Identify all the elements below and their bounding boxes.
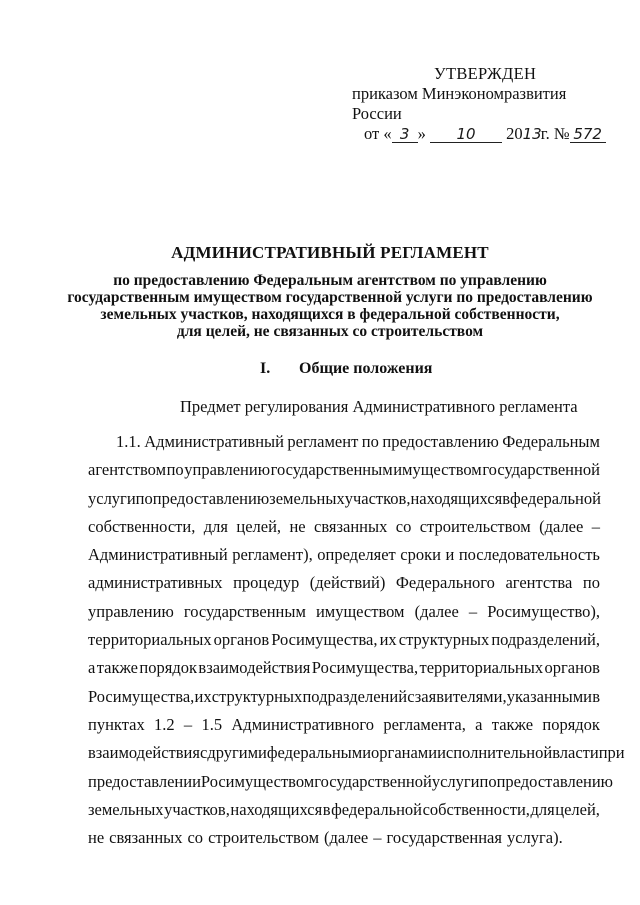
- paragraph-line: [88, 569, 600, 597]
- paragraph-word: Административного: [231, 714, 375, 734]
- paragraph-word: Росимущество),: [487, 601, 600, 621]
- paragraph-word: целей,: [555, 799, 600, 819]
- paragraph-word: государственной: [482, 460, 600, 480]
- paragraph-line: [88, 513, 600, 541]
- paragraph-word: со: [395, 516, 412, 536]
- paragraph-word: услуги: [88, 488, 136, 508]
- paragraph-word: собственности,: [422, 799, 530, 819]
- paragraph-word: земельных: [88, 799, 164, 819]
- paragraph-word: предоставлению: [382, 432, 499, 451]
- paragraph-word: порядок: [139, 658, 197, 678]
- paragraph-word: Росимуществом: [200, 771, 315, 791]
- paragraph-line: [88, 626, 600, 654]
- paragraph-word: с: [199, 743, 208, 763]
- subtitle-line: земельных участков, находящихся в федеральной собственности,: [100, 306, 560, 323]
- paragraph-word: другими: [207, 743, 267, 763]
- paragraph-word: пунктах: [88, 714, 145, 734]
- date-year-handwritten: 13: [522, 125, 542, 143]
- paragraph-word: также: [491, 714, 534, 734]
- paragraph-word: для: [203, 516, 228, 536]
- paragraph-word: Росимущества,: [311, 658, 419, 678]
- paragraph-word: взаимодействия: [88, 743, 200, 763]
- paragraph-word: 1.2: [154, 714, 175, 734]
- paragraph-word: регламент: [287, 432, 359, 451]
- paragraph-word: при: [598, 743, 625, 763]
- paragraph-word: процедур: [233, 573, 300, 593]
- paragraph-word: имуществом: [393, 460, 482, 480]
- paragraph-line: [88, 683, 600, 711]
- section-number: I.: [260, 360, 271, 377]
- document-subtitle: [40, 272, 620, 340]
- paragraph-word: –: [183, 714, 193, 734]
- paragraph-word: агентства: [505, 573, 573, 593]
- paragraph-word: собственности,: [88, 516, 196, 536]
- section-title: Общие положения: [299, 360, 433, 377]
- paragraph-word: Росимущества,: [88, 686, 195, 706]
- approval-block: [330, 64, 620, 144]
- paragraph-word: услуга).: [506, 828, 563, 848]
- order-by-label: приказом Минэкономразвития России: [352, 84, 567, 123]
- document-title: АДМИНИСТРАТИВНЫЙ РЕГЛАМЕНТ: [171, 243, 489, 262]
- paragraph-word: их: [379, 630, 397, 650]
- paragraph-word: строительством: [419, 516, 531, 536]
- paragraph-word: административных: [88, 573, 223, 593]
- paragraph-word: регламента,: [383, 714, 466, 734]
- date-year-tail: г. №: [540, 124, 570, 143]
- paragraph-line: [88, 456, 600, 484]
- paragraph-word: подразделений: [302, 686, 408, 706]
- paragraph-word: структурных: [211, 686, 303, 706]
- paragraph-word: территориальных: [419, 658, 544, 678]
- paragraph-word: порядок: [542, 714, 600, 734]
- paragraph-word: предоставлению: [152, 488, 270, 508]
- approved-label: УТВЕРЖДЕН: [434, 64, 537, 83]
- paragraph-word: федеральной: [331, 799, 423, 819]
- paragraph-word: заявителями,: [414, 686, 507, 706]
- date-day-handwritten: 3: [392, 127, 418, 143]
- paragraph-word: Федерального: [395, 573, 495, 593]
- paragraph-word: предоставлении: [88, 771, 201, 791]
- paragraph-word: территориальных: [88, 630, 212, 650]
- paragraph-word: сроки: [400, 545, 441, 565]
- paragraph-1-1: [88, 428, 625, 852]
- paragraph-word: структурных: [398, 630, 490, 650]
- paragraph-word: федеральными: [266, 743, 372, 763]
- date-year-prefix: 20: [506, 124, 523, 143]
- paragraph-word: со: [187, 828, 204, 848]
- paragraph-word: Административный: [88, 545, 228, 565]
- paragraph-word: Федеральным: [502, 432, 600, 451]
- paragraph-word: целей,: [236, 516, 282, 536]
- paragraph-word: земельных: [269, 488, 345, 508]
- paragraph-word: строительством: [208, 828, 320, 848]
- paragraph-word: предоставлению: [496, 771, 614, 791]
- paragraph-word: находящихся: [410, 488, 503, 508]
- paragraph-word: государственным: [183, 601, 306, 621]
- paragraph-word: –: [468, 601, 478, 621]
- order-date-line: [330, 124, 620, 144]
- paragraph-line: [88, 428, 600, 456]
- paragraph-word: участков,: [164, 799, 230, 819]
- subtitle-line: для целей, не связанных со строительством: [176, 323, 484, 340]
- paragraph-word: в: [502, 488, 511, 508]
- paragraph-word: не: [88, 828, 105, 848]
- subtitle-line: государственным имуществом государственной услуги по предоставлению: [67, 289, 593, 306]
- paragraph-word: по: [135, 488, 153, 508]
- paragraph-word: находящихся: [230, 799, 323, 819]
- date-close-quote: »: [417, 124, 426, 143]
- paragraph-word: (далее: [324, 828, 369, 848]
- paragraph-word: (далее: [539, 516, 584, 536]
- paragraph-word: –: [591, 516, 600, 536]
- paragraph-word: также: [96, 658, 138, 678]
- paragraph-word: по: [582, 573, 600, 593]
- paragraph-word: связанных: [109, 828, 183, 848]
- paragraph-word: управлению: [88, 601, 174, 621]
- date-month-handwritten: 10: [430, 127, 502, 143]
- paragraph-word: последовательность: [458, 545, 600, 565]
- paragraph-word: а: [88, 658, 96, 678]
- paragraph-word: участков,: [344, 488, 411, 508]
- subject-heading: Предмет регулирования Административного регламента: [180, 397, 578, 416]
- subtitle-line: по предоставлению Федеральным агентством по управлению: [113, 272, 547, 289]
- date-prefix: от «: [364, 124, 392, 143]
- paragraph-line: [88, 485, 600, 513]
- paragraph-word: в: [322, 799, 331, 819]
- paragraph-word: определяет: [317, 545, 396, 565]
- paragraph-word: органов: [213, 630, 270, 650]
- paragraph-word: Административный: [144, 432, 284, 451]
- paragraph-line: [88, 541, 600, 569]
- paragraph-word: управлению: [184, 460, 271, 480]
- paragraph-line: [88, 654, 600, 682]
- paragraph-word: государственным: [270, 460, 393, 480]
- paragraph-word: (далее: [414, 601, 459, 621]
- paragraph-word: их: [194, 686, 212, 706]
- paragraph-word: 1.5: [201, 714, 223, 734]
- paragraph-word: для: [530, 799, 555, 819]
- paragraph-line: [88, 768, 614, 796]
- paragraph-word: регламент),: [232, 545, 313, 565]
- paragraph-word: связанных: [314, 516, 388, 536]
- paragraph-word: власти: [552, 743, 599, 763]
- paragraph-word: подразделений,: [491, 630, 600, 650]
- paragraph-word: –: [373, 828, 382, 848]
- paragraph-word: по: [361, 432, 379, 451]
- paragraph-word: указанными: [506, 686, 592, 706]
- paragraph-word: по: [166, 460, 184, 480]
- paragraph-word: в: [592, 686, 600, 706]
- paragraph-word: а: [475, 714, 483, 734]
- paragraph-word: не: [289, 516, 306, 536]
- paragraph-word: Росимущества,: [271, 630, 378, 650]
- paragraph-word: взаимодействия: [198, 658, 311, 678]
- paragraph-word: услуги: [431, 771, 480, 791]
- paragraph-word: и: [445, 545, 455, 565]
- paragraph-line: [88, 739, 625, 767]
- paragraph-word: исполнительной: [437, 743, 553, 763]
- paragraph-word: имуществом: [315, 601, 405, 621]
- paragraph-word: органами: [371, 743, 438, 763]
- paragraph-line: [88, 824, 600, 852]
- paragraph-word: (действий): [309, 573, 386, 593]
- section-heading: [0, 360, 640, 380]
- paragraph-word: органов: [544, 658, 600, 678]
- paragraph-word: с: [407, 686, 415, 706]
- paragraph-line: [88, 598, 600, 626]
- order-number-handwritten: 572: [570, 127, 606, 143]
- paragraph-word: федеральной: [510, 488, 601, 508]
- paragraph-line: [88, 796, 600, 824]
- paragraph-word: агентством: [88, 460, 167, 480]
- paragraph-word: государственная: [386, 828, 502, 848]
- paragraph-line: [88, 711, 600, 739]
- paragraph-word: государственной: [314, 771, 432, 791]
- paragraph-word: по: [479, 771, 497, 791]
- paragraph-word: 1.1.: [116, 432, 141, 451]
